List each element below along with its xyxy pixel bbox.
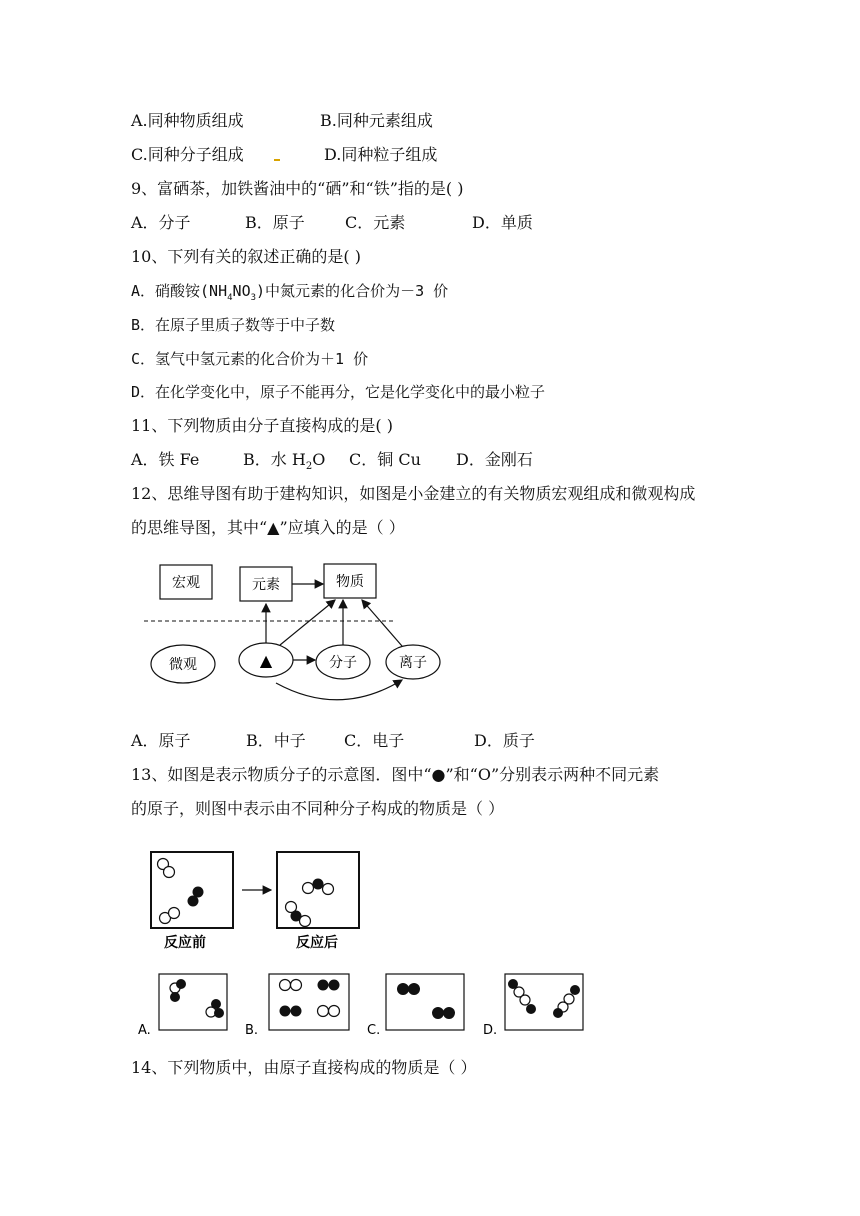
q9-option-a: A．分子	[131, 213, 191, 232]
q11-option-a: A．铁 Fe	[131, 450, 200, 469]
q13-options-diagram	[135, 968, 595, 1038]
q12-option-b: B．中子	[246, 731, 306, 750]
molecule-label: 分子	[329, 655, 357, 671]
q13-label-d: D.	[483, 1023, 498, 1038]
q13-label-b: B.	[245, 1023, 259, 1038]
q10-option-d: D．在化学变化中，原子不能再分，它是化学变化中的最小粒子	[131, 383, 546, 401]
q12-option-d: D．质子	[474, 731, 535, 750]
q11-b-sub: 2	[305, 461, 313, 473]
q13-label-a: A.	[138, 1023, 151, 1038]
reaction-diagram	[145, 846, 375, 956]
ion-label: 离子	[399, 655, 427, 671]
q11-option-c: C．铜 Cu	[349, 450, 421, 469]
macro-label: 宏观	[172, 575, 200, 591]
substance-label: 物质	[336, 574, 364, 590]
q10-a-mid: NO	[232, 282, 251, 300]
q13-stem-line2: 的原子，则图中表示由不同种分子构成的物质是（ ）	[131, 799, 505, 818]
q14-stem: 14、下列物质中，由原子直接构成的物质是（ ）	[131, 1058, 477, 1077]
triangle-label: ▲	[259, 651, 273, 670]
after-box	[277, 852, 359, 928]
q10-option-a	[131, 281, 448, 308]
micro-label: 微观	[169, 657, 197, 673]
q10-a-sub1: 4	[227, 293, 233, 303]
mind-map-diagram	[140, 558, 450, 726]
q9-option-c: C．元素	[345, 213, 406, 232]
after-label: 反应后	[296, 935, 338, 951]
q8-option-a: A.同种物质组成	[131, 111, 244, 130]
q11-option-d: D．金刚石	[456, 450, 533, 469]
q10-a-text: A．硝酸铵(NH	[131, 282, 228, 300]
q9-option-b: B．原子	[245, 213, 305, 232]
before-label: 反应前	[164, 935, 206, 951]
q12-stem-line2: 的思维导图，其中“▲”应填入的是（ ）	[131, 518, 405, 537]
highlight-mark	[274, 159, 280, 161]
q13-box-c	[386, 974, 464, 1030]
element-label: 元素	[252, 577, 280, 593]
q10-option-b: B．在原子里质子数等于中子数	[131, 316, 336, 334]
q11-b-post: O	[312, 450, 326, 469]
q10-a-post: )中氮元素的化合价为－3 价	[256, 282, 449, 300]
q12-option-a: A．原子	[131, 731, 191, 750]
q10-a-sub2: 3	[250, 293, 257, 303]
q8-option-d: D.同种粒子组成	[324, 145, 438, 164]
q8-option-c: C.同种分子组成	[131, 145, 244, 164]
q9-stem: 9、富硒茶，加铁酱油中的“硒”和“铁”指的是( )	[131, 179, 464, 198]
q11-b-text: B．水 H	[243, 450, 306, 469]
q12-stem-line1: 12、思维导图有助于建构知识，如图是小金建立的有关物质宏观组成和微观构成	[131, 484, 696, 503]
q12-option-c: C．电子	[344, 731, 405, 750]
q11-stem: 11、下列物质由分子直接构成的是( )	[131, 416, 393, 435]
q10-option-c: C．氢气中氢元素的化合价为＋1 价	[131, 350, 369, 368]
q11-option-b	[243, 450, 325, 477]
q9-option-d: D．单质	[472, 213, 533, 232]
q8-option-b: B.同种元素组成	[320, 111, 433, 130]
q13-stem-line1: 13、如图是表示物质分子的示意图．图中“●”和“O”分别表示两种不同元素	[131, 765, 660, 784]
q13-label-c: C.	[367, 1023, 381, 1038]
q10-stem: 10、下列有关的叙述正确的是( )	[131, 247, 361, 266]
